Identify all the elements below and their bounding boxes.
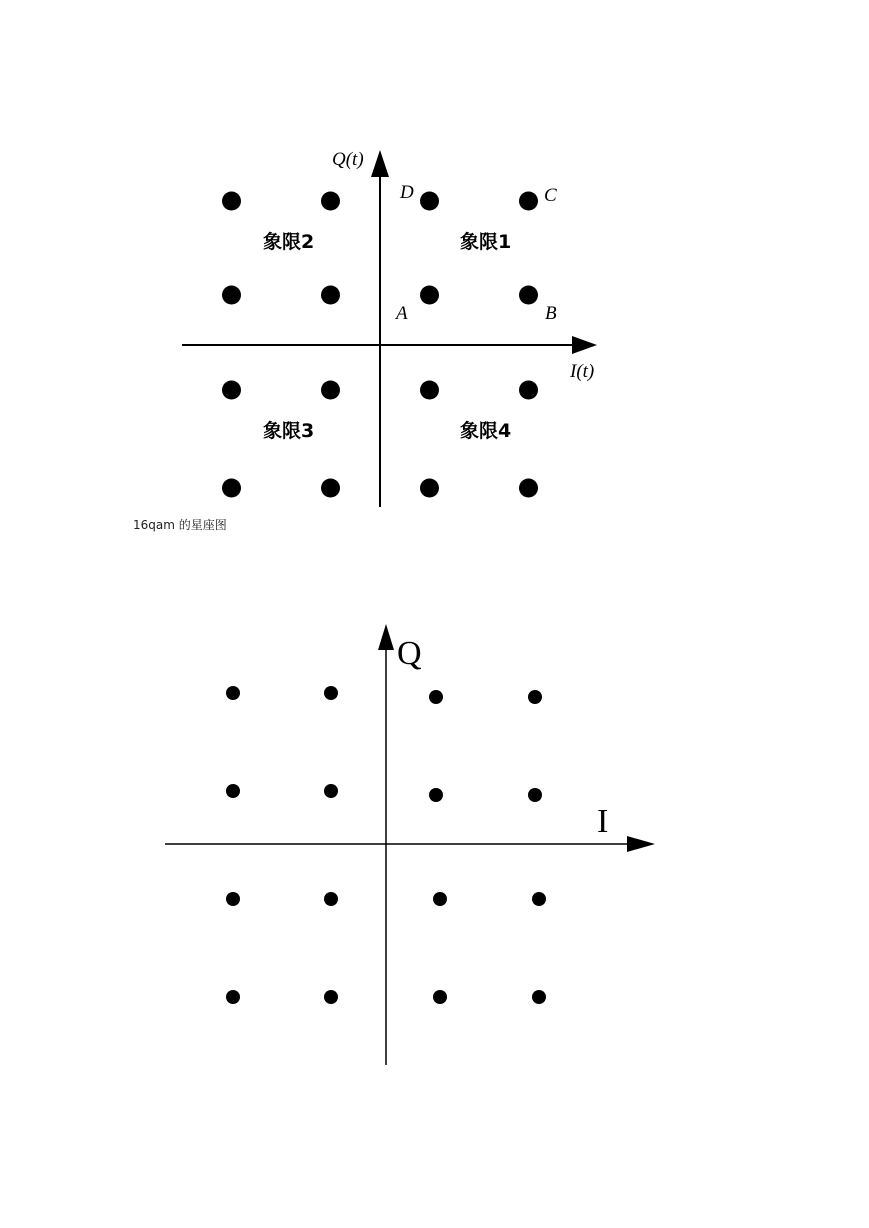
constellation-point-a-i-3-q-1 <box>222 381 241 400</box>
q-axis-label-1: Q(t) <box>332 149 364 170</box>
constellation-point-a-i1-q-3 <box>420 479 439 498</box>
i-axis-label-2: I <box>597 803 609 840</box>
constellation-point-a-i-1-q3 <box>321 192 340 211</box>
constellation-point-b-i1-q1 <box>429 788 443 802</box>
constellation-point-b-i1-q-3 <box>433 990 447 1004</box>
constellation-point-a-i-1-q1 <box>321 286 340 305</box>
i-axis-arrow-icon-1 <box>572 336 597 354</box>
constellation-point-b-i3-q-3 <box>532 990 546 1004</box>
constellation-point-b-i-3-q3 <box>226 686 240 700</box>
constellation-point-b-i-3-q-1 <box>226 892 240 906</box>
constellation-point-a-i3-q1 <box>519 286 538 305</box>
figure-caption: 16qam 的星座图 <box>133 518 227 532</box>
constellation-point-a-i1-q3 <box>420 192 439 211</box>
q-axis-arrow-icon-1 <box>371 150 389 177</box>
constellation-point-a-i-3-q-3 <box>222 479 241 498</box>
point-label-c: C <box>544 185 557 206</box>
constellation-point-b-i-3-q1 <box>226 784 240 798</box>
constellation-point-a-i3-q-1 <box>519 381 538 400</box>
quadrant-label-3: 象限3 <box>263 420 315 442</box>
constellation-point-b-i3-q-1 <box>532 892 546 906</box>
constellation-point-a-i-3-q1 <box>222 286 241 305</box>
constellation-point-a-i-3-q3 <box>222 192 241 211</box>
point-label-d: D <box>400 182 414 203</box>
q-axis-arrow-icon-2 <box>378 624 394 650</box>
constellation-point-a-i-1-q-3 <box>321 479 340 498</box>
constellation-point-b-i3-q1 <box>528 788 542 802</box>
quadrant-label-4: 象限4 <box>460 420 512 442</box>
constellation-point-a-i3-q-3 <box>519 479 538 498</box>
point-label-a: A <box>396 303 408 324</box>
i-axis-label-1: I(t) <box>570 361 595 382</box>
q-axis-label-2: Q <box>397 635 422 672</box>
constellation-point-b-i-1-q-1 <box>324 892 338 906</box>
i-axis-arrow-icon-2 <box>627 836 655 852</box>
constellation-diagram-1 <box>182 149 597 507</box>
constellation-point-a-i-1-q-1 <box>321 381 340 400</box>
constellation-point-a-i3-q3 <box>519 192 538 211</box>
constellation-point-b-i-1-q1 <box>324 784 338 798</box>
constellation-point-a-i1-q-1 <box>420 381 439 400</box>
constellation-point-b-i-1-q-3 <box>324 990 338 1004</box>
point-label-b: B <box>545 303 557 324</box>
constellation-point-b-i1-q3 <box>429 690 443 704</box>
constellation-point-b-i3-q3 <box>528 690 542 704</box>
constellation-point-b-i-1-q3 <box>324 686 338 700</box>
constellation-point-b-i1-q-1 <box>433 892 447 906</box>
quadrant-label-1: 象限1 <box>460 231 512 253</box>
constellation-point-b-i-3-q-3 <box>226 990 240 1004</box>
constellation-point-a-i1-q1 <box>420 286 439 305</box>
quadrant-label-2: 象限2 <box>263 231 315 253</box>
constellation-diagram-2 <box>165 624 655 1065</box>
